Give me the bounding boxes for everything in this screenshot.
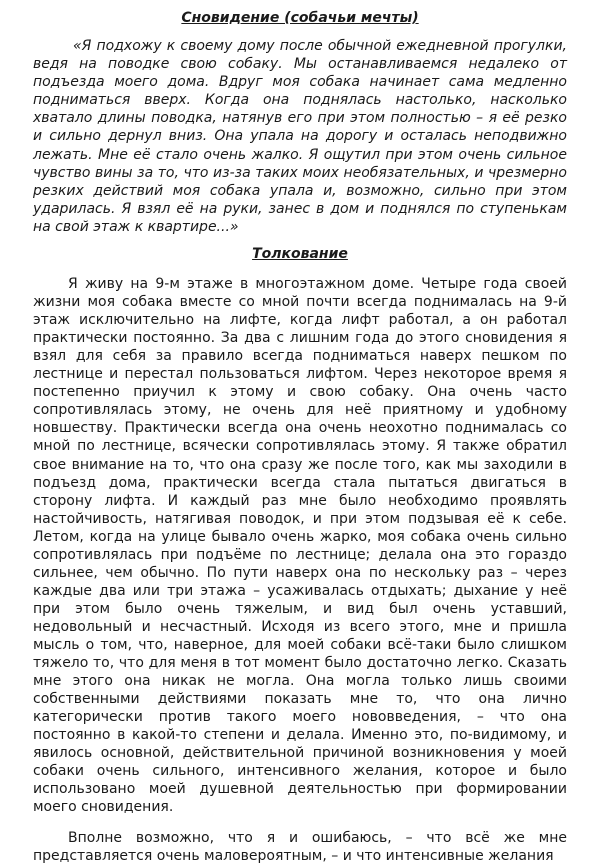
interpretation-paragraph: Вполне возможно, что я и ошибаюсь, – что всё же мне представляется очень маловероятным, – и что интенсивные желания [33,830,567,865]
dream-title: Сновидение (собачьи мечты) [181,10,419,26]
interpretation-heading: Толкование [252,246,348,263]
interpretation-paragraph: Я живу на 9-м этаже в многоэтажном доме. Четыре года своей жизни моя собака вместе со мной почти всегда поднималась на 9-й этаж исключительно на лифте, когда лифт работал, а он работал практически постоянно. За два с лишним года до этого сновидения я взял для себя за правило всегда подниматься наверх пешком по лестнице и перестал пользоваться лифтом. Через некоторое время я постепенно приучил к этому и свою собаку. Она очень часто сопротивлялась этому, не очень для неё приятному и удобному новшеству. Практически всегда она очень неохотно поднималась со мной по лестнице, всячески сопротивлялась этому. Я также обратил свое внимание на то, что она сразу же после того, как мы заходили в подъезд дома, практически всегда стала пытаться двигаться в сторону лифта. И каждый раз мне было необходимо проявлять настойчивость, натягивая поводок, и при этом подзывая её к себе. Летом, когда на улице бывало очень жарко, моя собака очень сильно сопротивлялась при подъёме по лестнице; делала она это гораздо сильнее, чем обычно. По пути наверх она по нескольку раз – через каждые два или три этажа – усаживалась отдыхать; дыхание у неё при этом было очень тяжелым, и вид был очень уставший, недовольный и несчастный. Исходя из всего этого, мне и пришла мысль о том, что, наверное, для моей собаки всё-таки было слишком тяжело то, что для меня в тот момент было достаточно легко. Сказать мне этого она никак не могла. Она могла только лишь своими собственными действиями показать мне то, что она лично категорически против такого моего нововведения, – что она постоянно в какой-то степени и делала. Именно это, по-видимому, и явилось основной, действительной причиной возникновения у моей собаки очень сильного, интенсивного желания, которое и было использовано моей душевной деятельностью при формировании моего сновидения. [33,276,567,816]
dream-text: «Я подхожу к своему дому после обычной ежедневной прогулки, ведя на поводке свою собаку. Мы останавливаемся недалеко от подъезда моего дома. Вдруг моя собака начинает сама медленно подниматься вверх. Когда она поднялась настолько, насколько хватало длины поводка, натянув его при этом полностью – я её резко и сильно дернул вниз. Она упала на дорогу и осталась неподвижно лежать. Мне её стало очень жалко. Я ощутил при этом очень сильное чувство вины за то, что из-за таких моих необязательных, и чрезмерно резких действий моя собака упала и, возможно, сильно при этом ударилась. Я взял её на руки, занес в дом и поднялся по ступенькам на свой этаж к квартире...» [33,38,567,235]
document-page [33,9,567,866]
